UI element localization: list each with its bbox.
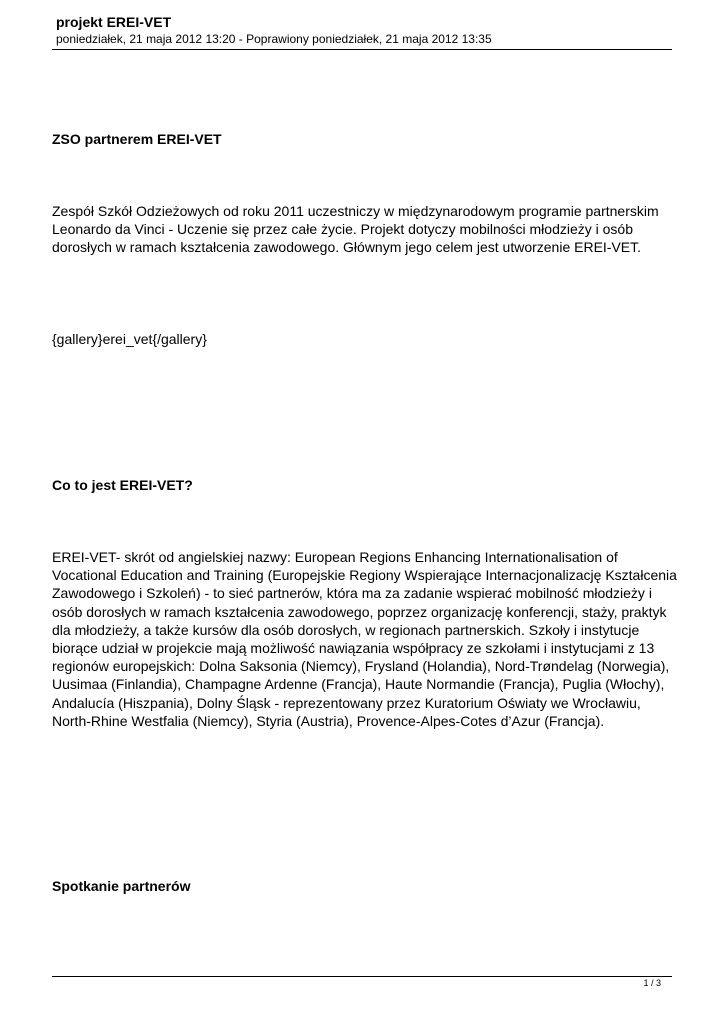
header-divider [52, 49, 672, 50]
document-date-meta: poniedziałek, 21 maja 2012 13:20 - Poprawiony poniedziałek, 21 maja 2012 13:35 [56, 32, 492, 46]
section-heading-partner-meeting: Spotkanie partnerów [52, 878, 191, 894]
section-heading-what-is-erei-vet: Co to jest EREI-VET? [52, 477, 193, 493]
page-number: 1 / 3 [643, 978, 661, 988]
page-header [56, 14, 672, 46]
section-heading-zso-partner: ZSO partnerem EREI-VET [52, 131, 222, 147]
document-title: projekt EREI-VET [56, 14, 172, 30]
gallery-placeholder: {gallery}erei_vet{/gallery} [52, 331, 207, 347]
footer-divider [52, 976, 672, 977]
intro-paragraph: Zespół Szkół Odzieżowych od roku 2011 uczestniczy w międzynarodowym programie partnerskim Leonardo da Vinci - Uczenie się przez całe życie. Projekt dotyczy mobilności młodzieży i osób dorosłych w ramach kształcenia zawodowego. Głównym jego celem jest utworzenie EREI-VET. [52, 203, 659, 256]
erei-vet-description-paragraph: EREI-VET- skrót od angielskiej nazwy: European Regions Enhancing Internationalisation of Vocational Education and Training (Europejskie Regiony Wspierające Internacjonalizację Kształcenia Zawodowego i Szkoleń) - to sieć partnerów, która ma za zadanie wspierać mobilność młodzieży i osób dorosłych w ramach kształcenia zawodowego, poprzez organizację konferencji, staży, praktyk dla młodzieży, a także kursów dla osób dorosłych, w regionach partnerskich. Szkoły i instytucje biorące udział w projekcie mają możliwość nawiązania współpracy ze szkołami i instytucjami z 13 regionów europejskich: Dolna Saksonia (Niemcy), Frysland (Holandia), Nord-Trøndelag (Norwegia), Uusimaa (Finlandia), Champagne Ardenne (Francja), Haute Normandie (Francja), Puglia (Włochy), Andalucía (Hiszpania), Dolny Śląsk - reprezentowany przez Kuratorium Oświaty we Wrocławiu, North-Rhine Westfalia (Niemcy), Styria (Austria), Provence-Alpes-Cotes d’Azur (Francja). [52, 549, 677, 729]
